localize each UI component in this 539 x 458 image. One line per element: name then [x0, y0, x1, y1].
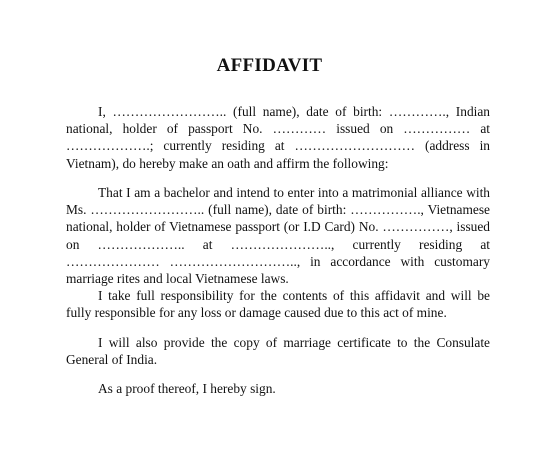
declarant-paragraph: I, …………………….. (full name), date of birth: …………., Indian national, holder of passport No. ………… issued on …………… at ……………….; currently residing at ……………………… (address in Vietnam), do hereby make an oath and affirm the following:: [66, 104, 490, 171]
document-title: AFFIDAVIT: [216, 55, 323, 76]
signature-paragraph: As a proof thereof, I hereby sign.: [98, 381, 276, 396]
certificate-paragraph: I will also provide the copy of marriage certificate to the Consulate General of India.: [66, 335, 490, 368]
marriage-intent-paragraph: That I am a bachelor and intend to enter into a matrimonial alliance with Ms. …………………….. (full name), date of birth: ……………., Vietnamese national, holder of Vietnamese passport (or I.D Card) No. ……………, issued on ……………….. at ………………….., currently residing at ………………… ……………………….., in accordance with customary marriage rites and local Vietnamese laws.: [66, 185, 490, 287]
responsibility-paragraph: I take full responsibility for the contents of this affidavit and will be fully responsible for any loss or damage caused due to this act of mine.: [66, 288, 490, 321]
